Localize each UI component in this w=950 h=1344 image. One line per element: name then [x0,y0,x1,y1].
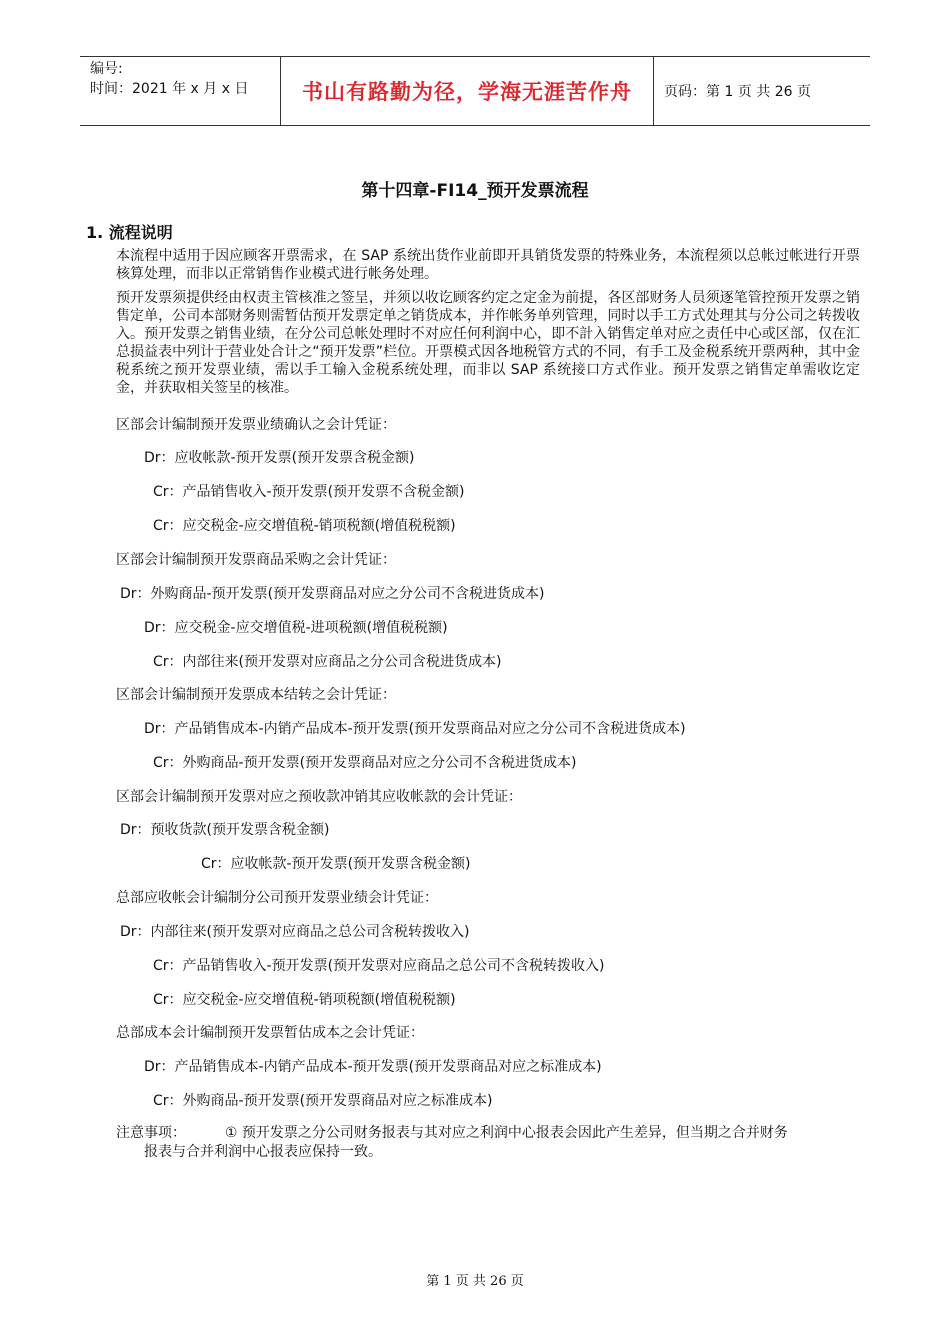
paragraph-details: 预开发票须提供经由权责主管核准之签呈，并须以收讫顾客约定之定金为前提，各区部财务人员须逐笔管控预开发票之销售定单，公司本部财务则需暂估预开发票定单之销货成本，并作帐务单列管理，同时以手工方式处理其与分公司之转拨收入。预开发票之销售业绩，在分公司总帐处理时不对应任何利润中心，即不計入销售定单对应之责任中心或区部，仅在汇总损益表中列计于营业处合计之“预开发票”栏位。开票模式因各地税管方式的不同，有手工及金税系统开票两种，其中金税系统之预开发票业绩，需以手工输入金税系统处理，而非以 SAP 系统接口方式作业。预开发票之销售定单需收讫定金，并获取相关签呈的核准。 [116,290,860,396]
credit-entry: Cr：外购商品-预开发票(预开发票商品对应之分公司不含税进货成本) [153,755,577,771]
motto: 书山有路勤为径，学海无涯苦作舟 [281,57,654,125]
credit-entry: Cr：应交税金-应交增值税-销项税额(增值税税额) [153,992,456,1008]
voucher-heading: 区部会计编制预开发票对应之预收款冲销其应收帐款的会计凭证： [116,789,522,805]
credit-entry: Cr：应交税金-应交增值税-销项税额(增值税税额) [153,518,456,534]
page-footer: 第 1 页 共 26 页 [426,1274,524,1289]
credit-entry: Cr：外购商品-预开发票(预开发票商品对应之标准成本) [153,1093,493,1109]
voucher-heading: 区部会计编制预开发票业绩确认之会计凭证： [116,417,396,433]
credit-entry: Cr：产品销售收入-预开发票(预开发票不含税金额) [153,484,465,500]
debit-entry: Dr：预收货款(预开发票含税金额) [120,822,330,838]
debit-entry: Dr：产品销售成本-内销产品成本-预开发票(预开发票商品对应之标准成本) [144,1059,602,1075]
voucher-heading: 区部会计编制预开发票成本结转之会计凭证： [116,687,396,703]
chapter-title: 第十四章-FI14_预开发票流程 [361,181,589,201]
debit-entry: Dr：内部往来(预开发票对应商品之总公司含税转拨收入) [120,924,470,940]
number-label: 编号: [90,61,123,77]
credit-entry: Cr：产品销售收入-预开发票(预开发票对应商品之总公司不含税转拨收入) [153,958,605,974]
section-heading: 1. 流程说明 [86,223,173,242]
debit-entry: Dr：应交税金-应交增值税-进项税额(增值税税额) [144,620,448,636]
note [116,1124,866,1162]
credit-entry: Cr：应收帐款-预开发票(预开发票含税金额) [201,856,471,872]
voucher-heading: 总部应收帐会计编制分公司预开发票业绩会计凭证： [116,890,438,906]
voucher-heading: 总部成本会计编制预开发票暂估成本之会计凭证： [116,1025,424,1041]
paragraph-scope: 本流程中适用于因应顾客开票需求，在 SAP 系统出货作业前即开具销货发票的特殊业务，本流程须以总帐过帐进行开票核算处理，而非以正常销售作业模式进行帐务处理。 [116,248,860,282]
header-meta [80,57,281,125]
time-label: 时间：2021 年 x 月 x 日 [90,81,249,97]
note-label: 注意事项： [116,1125,186,1141]
note-text: ① 预开发票之分公司财务报表与其对应之利润中心报表会因此产生差异，但当期之合并财务 [224,1125,788,1141]
page-info: 页码：第 1 页 共 26 页 [664,84,811,100]
debit-entry: Dr：外购商品-预开发票(预开发票商品对应之分公司不含税进货成本) [120,586,545,602]
credit-entry: Cr：内部往来(预开发票对应商品之分公司含税进货成本) [153,654,502,670]
voucher-heading: 区部会计编制预开发票商品采购之会计凭证： [116,552,396,568]
note-continuation: 报表与合并利润中心报表应保持一致。 [144,1144,382,1160]
debit-entry: Dr：产品销售成本-内销产品成本-预开发票(预开发票商品对应之分公司不含税进货成本) [144,721,686,737]
page-header [80,56,870,126]
debit-entry: Dr：应收帐款-预开发票(预开发票含税金额) [144,450,415,466]
